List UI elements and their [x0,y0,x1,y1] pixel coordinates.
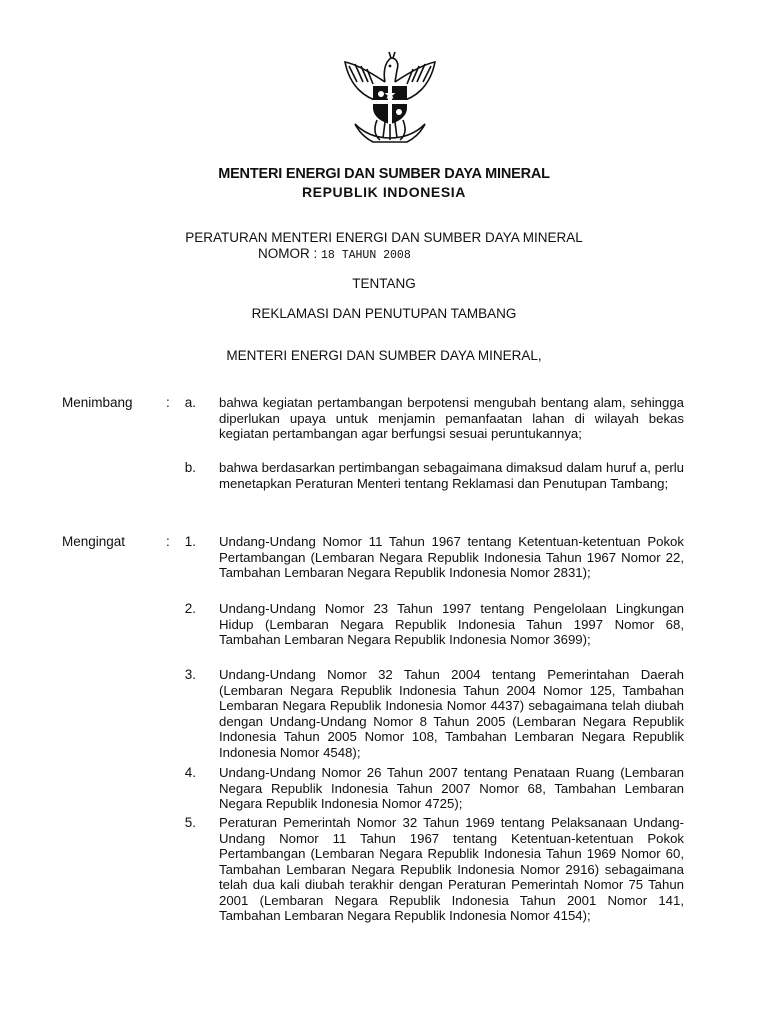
item-text: Peraturan Pemerintah Nomor 32 Tahun 1969 tentang Pelaksanaan Undang-Undang Nomor 11 Tahun 1967 tentang Ketentuan-ketentuan Pokok Pertambangan (Lembaran Negara Republik Indonesia Tahun 1969 Nomor 60, Tambahan Lembaran Negara Republik Indonesia Nomor 2916) sebagaimana telah dua kali diubah terakhir dengan Peraturan Pemerintah Nomor 75 Tahun 2001 (Lembaran Negara Republik Indonesia Tahun 2001 Nomor 141, Tambahan Lembaran Negara Republik Indonesia Nomor 4154); [219,815,684,923]
regulation-title: PERATURAN MENTERI ENERGI DAN SUMBER DAYA MINERAL [185,230,583,245]
menimbang-label: Menimbang [62,395,133,410]
nomor-label: NOMOR : [258,246,318,261]
regulation-subject: REKLAMASI DAN PENUTUPAN TAMBANG [251,306,517,321]
minister-line: MENTERI ENERGI DAN SUMBER DAYA MINERAL, [226,348,542,363]
item-text: bahwa berdasarkan pertimbangan sebagaimana dimaksud dalam huruf a, perlu menetapkan Peraturan Menteri tentang Reklamasi dan Penutupan Tambang; [219,460,684,491]
nomor-value: 18 TAHUN 2008 [321,249,411,262]
item-marker: 1. [184,534,196,549]
item-text: Undang-Undang Nomor 23 Tahun 1997 tentang Pengelolaan Lingkungan Hidup (Lembaran Negara Republik Indonesia Tahun 1997 Nomor 68, Tambahan Lembaran Negara Republik Indonesia Nomor 3699); [219,601,684,647]
regulation-number [258,246,411,262]
mengingat-colon: : [166,534,170,549]
republic-heading: REPUBLIK INDONESIA [301,184,467,200]
ministry-heading: MENTERI ENERGI DAN SUMBER DAYA MINERAL [218,166,550,182]
garuda-emblem-icon [335,42,445,150]
item-text: Undang-Undang Nomor 26 Tahun 2007 tentang Penataan Ruang (Lembaran Negara Republik Indonesia Tahun 2007 Nomor 68, Tambahan Lembaran Negara Republik Indonesia Nomor 4725); [219,765,684,811]
item-marker: 4. [184,765,196,780]
menimbang-colon: : [166,395,170,410]
item-text: Undang-Undang Nomor 32 Tahun 2004 tentang Pemerintahan Daerah (Lembaran Negara Republik Indonesia Tahun 2004 Nomor 125, Tambahan Lembaran Negara Republik Indonesia Nomor 4437) sebagaimana telah diubah dengan Undang-Undang Nomor 8 Tahun 2005 (Lembaran Negara Republik Indonesia Tahun 2005 Nomor 108, Tambahan Lembaran Negara Republik Indonesia Nomor 4548); [219,667,684,760]
item-marker: 3. [184,667,196,682]
item-marker: 2. [184,601,196,616]
item-marker: 5. [184,815,196,830]
tentang-heading: TENTANG [352,276,416,291]
item-text: bahwa kegiatan pertambangan berpotensi mengubah bentang alam, sehingga diperlukan upaya untuk menjamin pemanfaatan lahan di wilayah bekas kegiatan pertambangan agar berfungsi sesuai peruntukannya; [219,395,684,441]
item-marker: a. [184,395,196,410]
item-text: Undang-Undang Nomor 11 Tahun 1967 tentang Ketentuan-ketentuan Pokok Pertambangan (Lembaran Negara Republik Indonesia Tahun 1967 Nomor 22, Tambahan Lembaran Negara Republik Indonesia Nomor 2831); [219,534,684,580]
item-marker: b. [184,460,196,475]
mengingat-label: Mengingat [62,534,126,549]
